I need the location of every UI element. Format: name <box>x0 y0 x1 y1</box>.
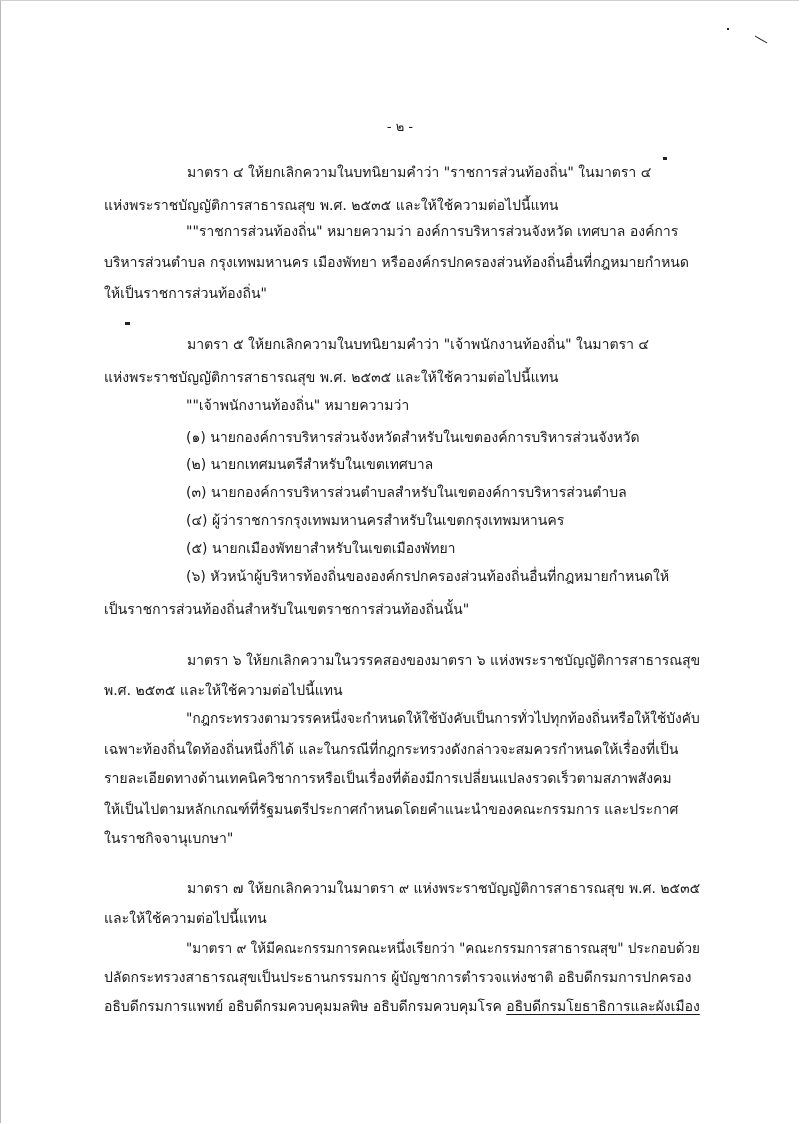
section-4-line-3: ""ราชการส่วนท้องถิ่น" หมายความว่า องค์การบริหารส่วนจังหวัด เทศบาล องค์การ <box>186 224 679 240</box>
section-5-line-end: เป็นราชการส่วนท้องถิ่นสำหรับในเขตราชการส่วนท้องถิ่นนั้น" <box>104 602 470 618</box>
section-7-line-3: "มาตรา ๙ ให้มีคณะกรรมการคณะหนึ่งเรียกว่า "คณะกรรมการสาธารณสุข" ประกอบด้วย <box>186 941 700 957</box>
section-6-line-6: ให้เป็นไปตามหลักเกณฑ์ที่รัฐมนตรีประกาศกำหนดโดยคำแนะนำของคณะกรรมการ และประกาศ <box>104 802 679 818</box>
section-6-line-4: เฉพาะท้องถิ่นใดท้องถิ่นหนึ่งก็ได้ และในกรณีที่กฎกระทรวงดังกล่าวจะสมควรกำหนดให้เรื่องที่เป็น <box>104 742 679 758</box>
section-6-line-2: พ.ศ. ๒๕๓๕ และให้ใช้ความต่อไปนี้แทน <box>104 683 343 699</box>
section-6-line-7: ในราชกิจจานุเบกษา" <box>104 831 234 847</box>
section-5-item-4: (๔) ผู้ว่าราชการกรุงเทพมหานครสำหรับในเขตกรุงเทพมหานคร <box>186 513 565 529</box>
section-6-line-3: "กฎกระทรวงตามวรรคหนึ่งจะกำหนดให้ใช้บังคับเป็นการทั่วไปทุกท้องถิ่นหรือให้ใช้บังคับ <box>186 711 700 727</box>
section-6-line-5: รายละเอียดทางด้านเทคนิควิชาการหรือเป็นเรื่องที่ต้องมีการเปลี่ยนแปลงรวดเร็วตามสภาพสังคม <box>104 771 672 787</box>
page-number: - ๒ - <box>386 120 414 135</box>
section-4-line-1: มาตรา ๔ ให้ยกเลิกความในบทนิยามคำว่า "ราชการส่วนท้องถิ่น" ในมาตรา ๔ <box>187 165 652 181</box>
section-7-line-2: และให้ใช้ความต่อไปนี้แทน <box>104 911 267 927</box>
section-5-line-1: มาตรา ๕ ให้ยกเลิกความในบทนิยามคำว่า "เจ้าพนักงานท้องถิ่น" ในมาตรา ๔ <box>187 337 649 353</box>
section-7-underlined-text: อธิบดีกรมโยธาธิการและผังเมือง <box>506 999 700 1015</box>
scan-tick <box>663 157 667 160</box>
section-5-line-2: แห่งพระราชบัญญัติการสาธารณสุข พ.ศ. ๒๕๓๕ และให้ใช้ความต่อไปนี้แทน <box>104 370 559 386</box>
section-7-line-5-text: อธิบดีกรมการแพทย์ อธิบดีกรมควบคุมมลพิษ อธิบดีกรมควบคุมโรค <box>104 999 502 1015</box>
section-5-item-1: (๑) นายกองค์การบริหารส่วนจังหวัดสำหรับในเขตองค์การบริหารส่วนจังหวัด <box>186 430 640 446</box>
scan-blot <box>125 322 130 325</box>
section-5-item-5: (๕) นายกเมืองพัทยาสำหรับในเขตเมืองพัทยา <box>186 541 456 557</box>
section-4-line-2: แห่งพระราชบัญญัติการสาธารณสุข พ.ศ. ๒๕๓๕ และให้ใช้ความต่อไปนี้แทน <box>104 198 559 214</box>
scan-dot <box>727 28 729 30</box>
section-5-item-3: (๓) นายกองค์การบริหารส่วนตำบลสำหรับในเขตองค์การบริหารส่วนตำบล <box>186 485 627 501</box>
section-7-line-5 <box>104 997 700 1017</box>
section-6-line-1: มาตรา ๖ ให้ยกเลิกความในวรรคสองของมาตรา ๖ แห่งพระราชบัญญัติการสาธารณสุข <box>187 653 701 669</box>
section-4-line-4: บริหารส่วนตำบล กรุงเทพมหานคร เมืองพัทยา หรือองค์กรปกครองส่วนท้องถิ่นอื่นที่กฎหมายกำหนด <box>104 255 689 271</box>
section-5-item-2: (๒) นายกเทศมนตรีสำหรับในเขตเทศบาล <box>186 457 434 473</box>
section-7-line-1: มาตรา ๗ ให้ยกเลิกความในมาตรา ๙ แห่งพระราชบัญญัติการสาธารณสุข พ.ศ. ๒๕๓๕ <box>187 881 701 897</box>
section-5-line-3: ""เจ้าพนักงานท้องถิ่น" หมายความว่า <box>186 398 410 414</box>
section-7-line-4: ปลัดกระทรวงสาธารณสุขเป็นประธานกรรมการ ผู้บัญชาการตำรวจแห่งชาติ อธิบดีกรมการปกครอง <box>104 970 692 986</box>
section-5-item-6: (๖) หัวหน้าผู้บริหารท้องถิ่นขององค์กรปกครองส่วนท้องถิ่นอื่นที่กฎหมายกำหนดให้ <box>186 569 670 585</box>
section-4-line-5: ให้เป็นราชการส่วนท้องถิ่น" <box>104 286 267 302</box>
